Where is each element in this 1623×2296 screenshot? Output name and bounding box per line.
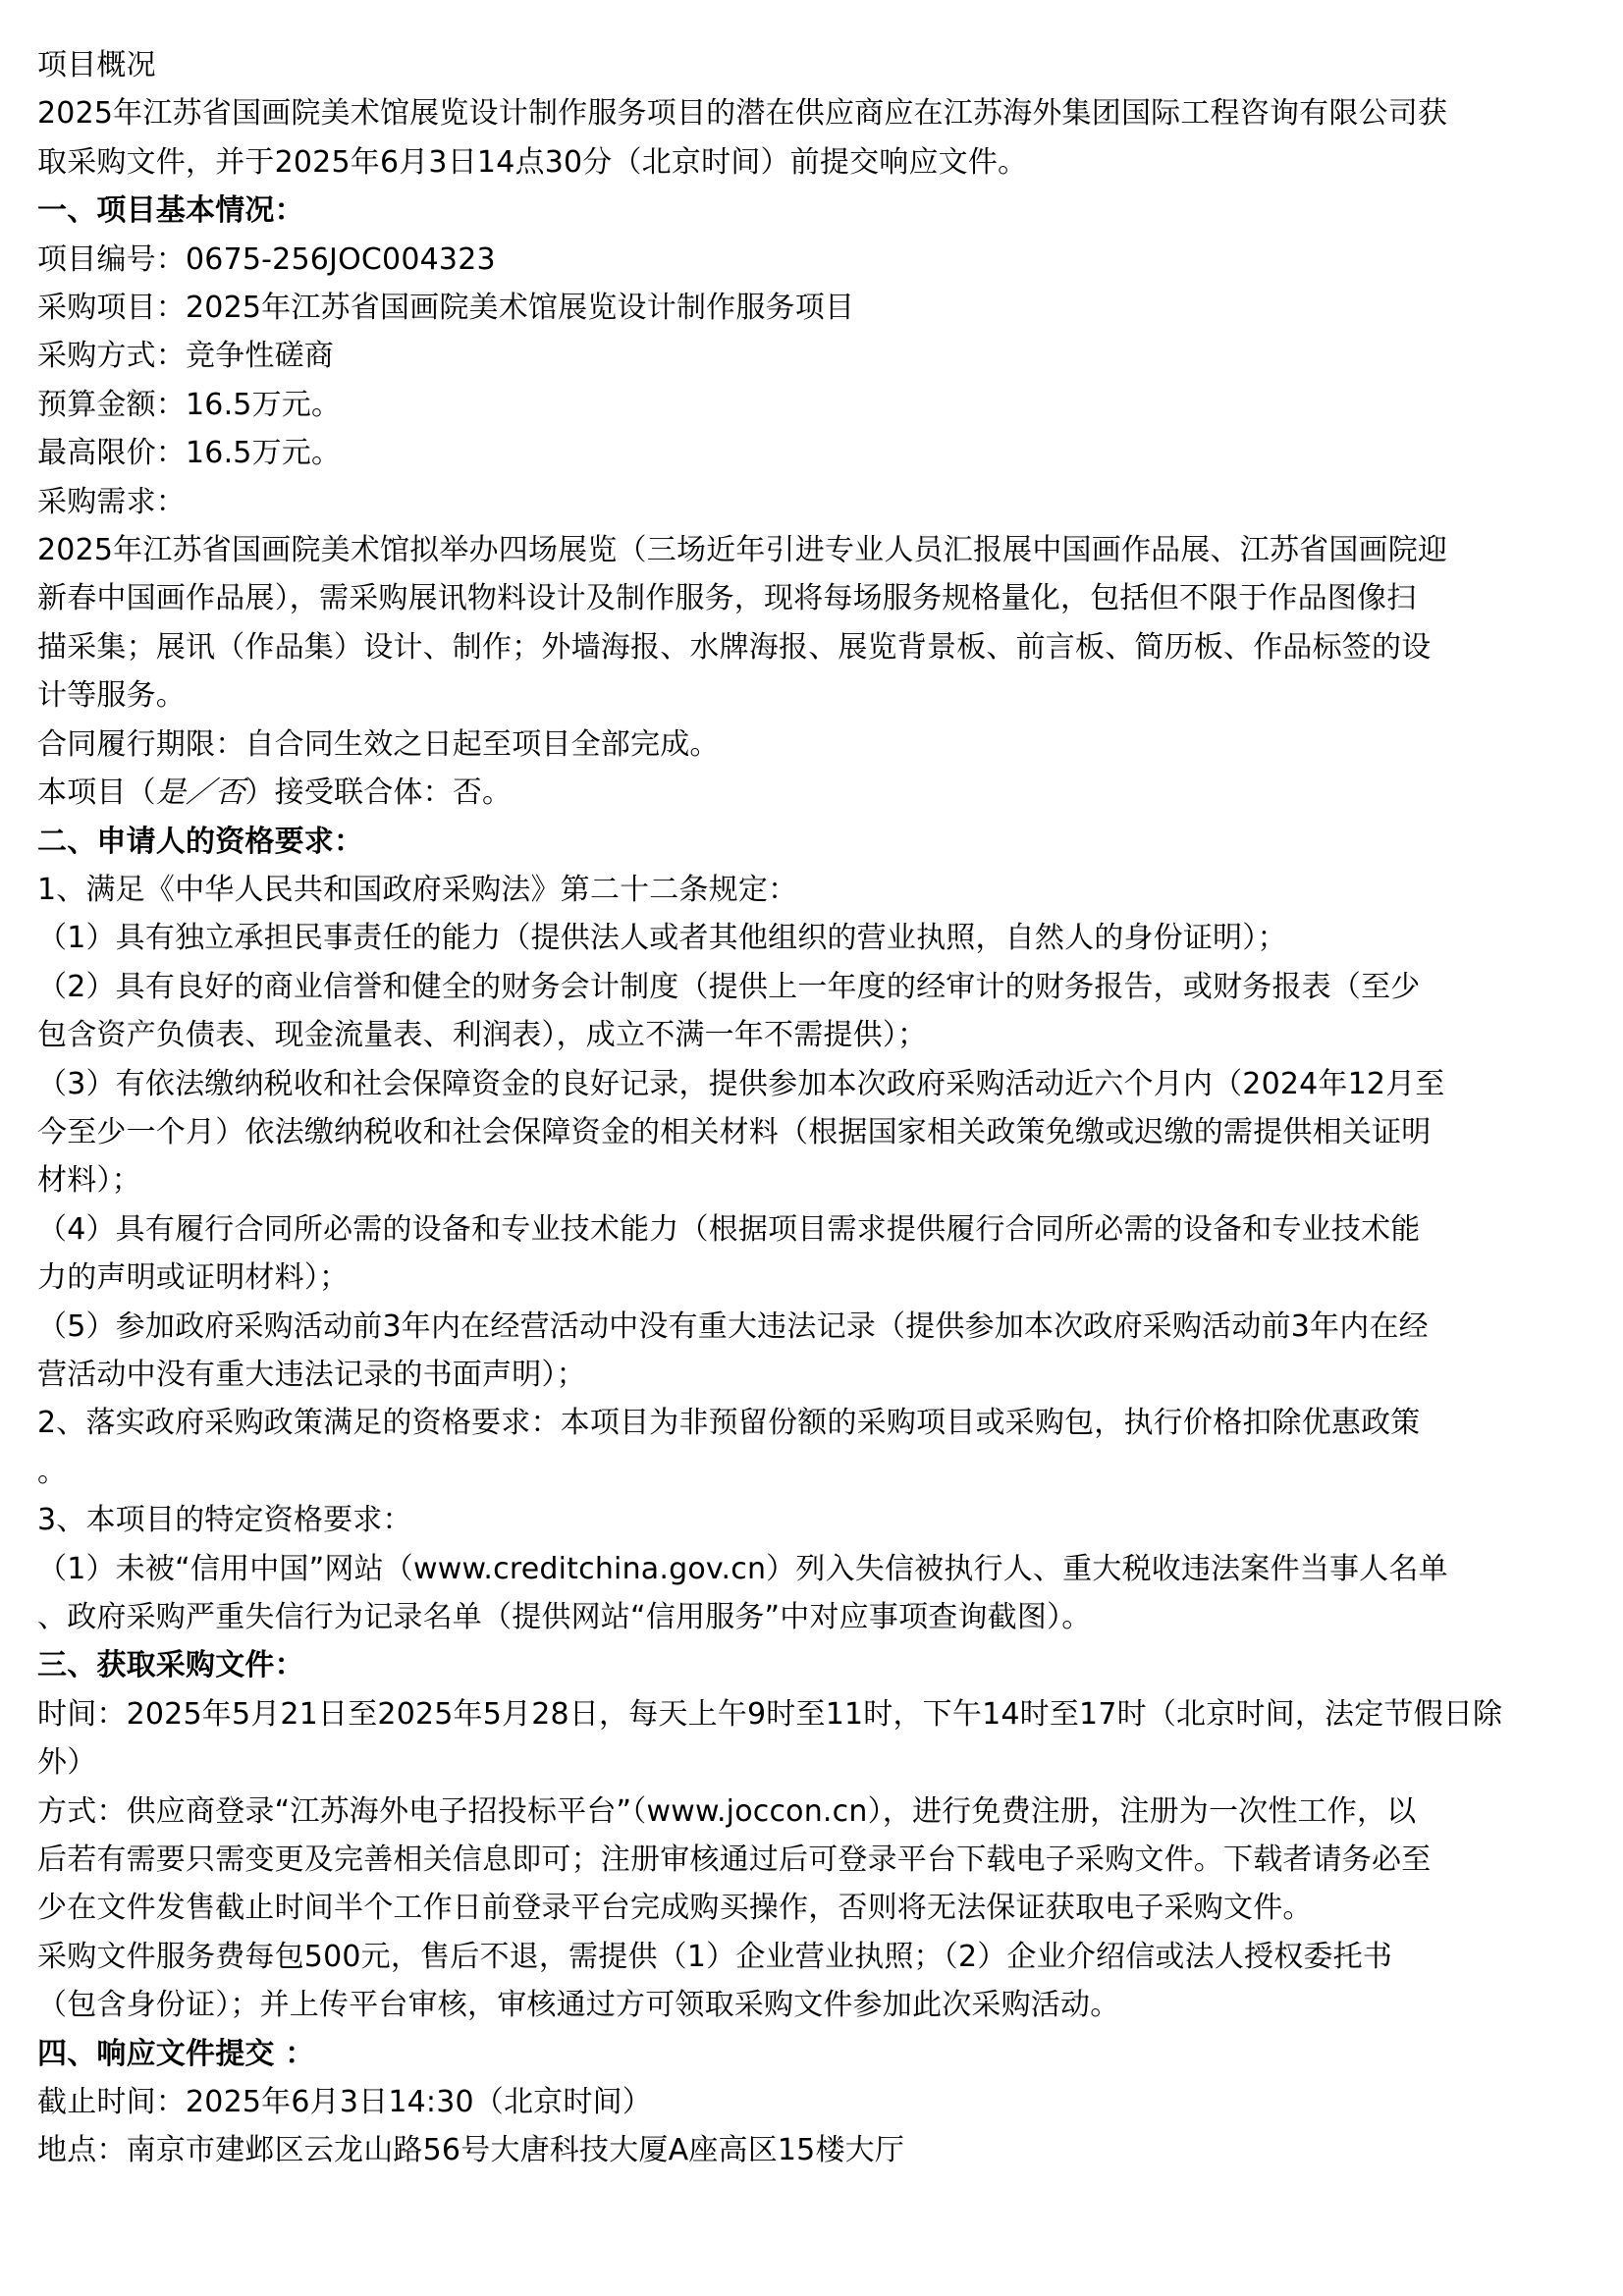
requirement-1: 1、满足《中华人民共和国政府采购法》第二十二条规定： bbox=[37, 872, 798, 907]
submission-deadline: 截止时间：2025年6月3日14:30（北京时间） bbox=[37, 2085, 652, 2120]
obtain-time-line: 外） bbox=[37, 1745, 97, 1781]
section4-heading: 四、响应文件提交 ： bbox=[37, 2036, 315, 2071]
demand-label: 采购需求： bbox=[37, 484, 186, 519]
requirement-3-item-line: （1）未被“信用中国”网站（www.creditchina.gov.cn）列入失信被执行人、重大税收违法案件当事人名单 bbox=[37, 1551, 1448, 1586]
requirement-3-item-line: 、政府采购严重失信行为记录名单（提供网站“信用服务”中对应事项查询截图）。 bbox=[37, 1600, 1092, 1634]
submission-location: 地点：南京市建邺区云龙山路56号大唐科技大厦A座高区15楼大厅 bbox=[37, 2133, 905, 2168]
document-page bbox=[37, 41, 1589, 2175]
section1-heading: 一、项目基本情况： bbox=[37, 193, 304, 229]
demand-line: 计等服务。 bbox=[37, 678, 186, 714]
requirement-item-line: （2）具有良好的商业信誉和健全的财务会计制度（提供上一年度的经审计的财务报告，或财务报表（至少 bbox=[37, 969, 1421, 1004]
requirement-item-line: 包含资产负债表、现金流量表、利润表），成立不满一年不需提供）； bbox=[37, 1018, 928, 1053]
requirement-item-line: （4）具有履行合同所必需的设备和专业技术能力（根据项目需求提供履行合同所必需的设备和专业技术能 bbox=[37, 1211, 1421, 1247]
requirement-item-line: 材料）； bbox=[37, 1163, 141, 1199]
requirement-item-line: （1）具有独立承担民事责任的能力（提供法人或者其他组织的营业执照，自然人的身份证明）； bbox=[37, 921, 1287, 956]
project-number: 项目编号：0675-256JOC004323 bbox=[37, 241, 496, 277]
consortium-prefix: 本项目（ bbox=[37, 775, 156, 811]
contract-term: 合同履行期限：自合同生效之日起至项目全部完成。 bbox=[37, 726, 720, 762]
demand-line: 2025年江苏省国画院美术馆拟举办四场展览（三场近年引进专业人员汇报展中国画作品展、江苏省国画院迎 bbox=[37, 533, 1448, 568]
section2-heading: 二、申请人的资格要求： bbox=[37, 824, 364, 859]
obtain-method-line: 后若有需要只需变更及完善相关信息即可；注册审核通过后可登录平台下载电子采购文件。下载者请务必至 bbox=[37, 1842, 1432, 1878]
obtain-time-line: 时间：2025年5月21日至2025年5月28日，每天上午9时至11时，下午14时至17时（北京时间，法定节假日除 bbox=[37, 1696, 1503, 1732]
service-fee-line: （包含身份证）；并上传平台审核，审核通过方可领取采购文件参加此次采购活动。 bbox=[37, 1988, 1120, 2023]
requirement-2-line: 2、落实政府采购政策满足的资格要求：本项目为非预留份额的采购项目或采购包，执行价格扣除优惠政策 bbox=[37, 1406, 1421, 1441]
demand-line: 新春中国画作品展），需采购展讯物料设计及制作服务，现将每场服务规格量化，包括但不限于作品图像扫 bbox=[37, 581, 1417, 616]
project-name: 采购项目：2025年江苏省国画院美术馆展览设计制作服务项目 bbox=[37, 291, 855, 326]
requirement-item-line: （5）参加政府采购活动前3年内在经营活动中没有重大违法记录（提供参加本次政府采购活动前3年内在经 bbox=[37, 1308, 1429, 1344]
requirement-item-line: （3）有依法缴纳税收和社会保障资金的良好记录，提供参加本次政府采购活动近六个月内（2024年12月至 bbox=[37, 1066, 1445, 1101]
overview-line: 2025年江苏省国画院美术馆展览设计制作服务项目的潜在供应商应在江苏海外集团国际工程咨询有限公司获 bbox=[37, 96, 1448, 132]
consortium-line bbox=[37, 769, 1589, 817]
overview-heading: 项目概况 bbox=[37, 48, 156, 82]
section3-heading: 三、获取采购文件： bbox=[37, 1648, 304, 1683]
requirement-item-line: 今至少一个月）依法缴纳税收和社会保障资金的相关材料（根据国家相关政策免缴或迟缴的需提供相关证明 bbox=[37, 1114, 1432, 1149]
procurement-method: 采购方式：竞争性磋商 bbox=[37, 339, 334, 374]
requirement-2-line: 。 bbox=[37, 1454, 68, 1489]
requirement-item-line: 力的声明或证明材料）； bbox=[37, 1260, 350, 1296]
overview-line: 取采购文件，并于2025年6月3日14点30分（北京时间）前提交响应文件。 bbox=[37, 144, 1028, 180]
service-fee-line: 采购文件服务费每包500元，售后不退，需提供（1）企业营业执照；（2）企业介绍信或法人授权委托书 bbox=[37, 1939, 1393, 1974]
consortium-suffix: ）接受联合体：否。 bbox=[244, 775, 513, 811]
demand-line: 描采集；展讯（作品集）设计、制作；外墙海报、水牌海报、展览背景板、前言板、简历板、作品标签的设 bbox=[37, 629, 1432, 665]
requirement-item-line: 营活动中没有重大违法记录的书面声明）； bbox=[37, 1357, 586, 1392]
requirement-3: 3、本项目的特定资格要求： bbox=[37, 1503, 412, 1538]
obtain-method-line: 少在文件发售截止时间半个工作日前登录平台完成购买操作，否则将无法保证获取电子采购文件。 bbox=[37, 1891, 1313, 1926]
consortium-options: 是／否 bbox=[155, 775, 245, 811]
max-price: 最高限价：16.5万元。 bbox=[37, 436, 342, 471]
obtain-method-line: 方式：供应商登录“江苏海外电子招投标平台”（www.joccon.cn），进行免费注册，注册为一次性工作，以 bbox=[37, 1793, 1417, 1829]
budget-amount: 预算金额：16.5万元。 bbox=[37, 387, 342, 422]
